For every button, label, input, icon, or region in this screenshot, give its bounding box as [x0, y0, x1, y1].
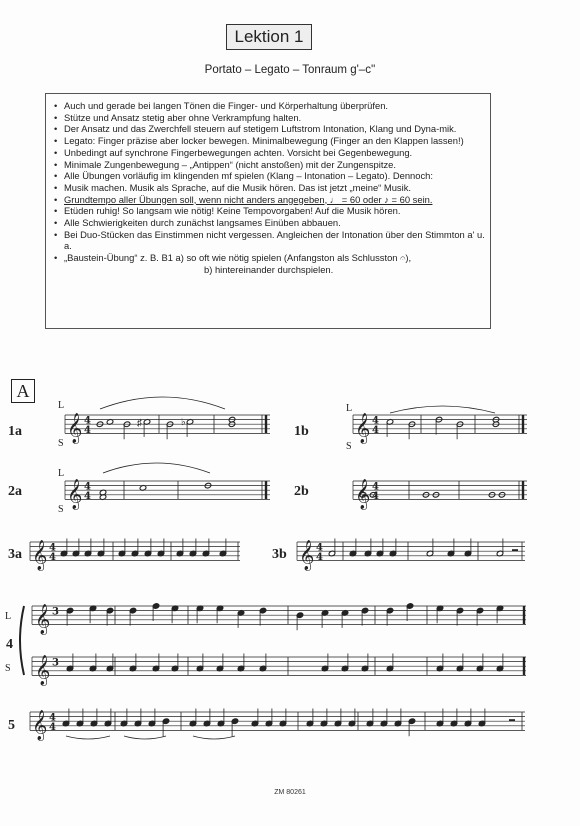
slur — [124, 736, 166, 739]
treble-clef-icon: 𝄞 — [67, 479, 83, 510]
exercise-label: 2a — [8, 484, 22, 499]
time-signature-numerator: 4 — [84, 481, 91, 493]
time-signature-denominator: 4 — [372, 490, 379, 502]
time-signature-numerator: 4 — [372, 481, 379, 493]
slur — [66, 736, 110, 739]
voice-label-upper: L — [58, 468, 65, 479]
treble-clef-icon: 𝄞 — [35, 655, 51, 686]
time-signature-denominator: 4 — [372, 424, 379, 436]
system-brace — [20, 606, 24, 675]
flat-icon: ♭ — [181, 416, 186, 428]
time-signature-numerator: 3 — [52, 606, 59, 618]
note-item: • Unbedingt auf synchrone Fingerbewegungen achten. Vorsicht bei Gegenbewegung. — [54, 146, 413, 158]
voice-label-upper: L — [5, 611, 12, 622]
note-item: • Stütze und Ansatz stetig aber ohne Verkrampfung halten. — [54, 111, 302, 123]
voice-label-lower: S — [5, 663, 11, 674]
exercise-label: 5 — [8, 718, 15, 733]
treble-clef-icon: 𝄞 — [32, 540, 48, 571]
time-signature-denominator: 4 — [49, 721, 56, 733]
note-item: • Legato: Finger präzise aber locker bewegen. Minimalbewegung (Finger an den Klappen lassen!) — [54, 135, 464, 147]
note-item: • Alle Übungen vorläufig im klingenden mf spielen (Klang – Intonation – Legato). Dennoch: — [54, 170, 433, 182]
exercise-label: 4 — [6, 637, 13, 652]
footer-code: ZM 80261 — [274, 789, 306, 796]
time-signature-denominator: 4 — [316, 551, 323, 563]
rest-icon — [512, 549, 518, 551]
treble-clef-icon: 𝄞 — [299, 540, 315, 571]
slur — [100, 397, 225, 409]
note-item: • Etüden ruhig! So langsam wie nötig! Keine Tempovorgaben! Auf die Musik hören. — [54, 205, 401, 217]
treble-clef-icon: 𝄞 — [67, 413, 83, 444]
sharp-icon: ♯ — [137, 417, 142, 429]
time-signature-numerator: 4 — [84, 415, 91, 427]
time-signature-denominator: 4 — [84, 490, 91, 502]
slur — [390, 406, 495, 413]
exercise-label: 3b — [272, 547, 287, 562]
note-item: • „Baustein-Übung“ z. B. B1 a) so oft wie nötig spielen (Anfangston als Schlusston 𝄐), — [54, 252, 412, 264]
note-item: • Der Ansatz und das Zwerchfell steuern auf stetigem Luftstrom Intonation, Klang und Dyna-mik. — [54, 123, 457, 135]
time-signature-numerator: 4 — [316, 542, 323, 554]
time-signature-numerator: 4 — [372, 415, 379, 427]
voice-label-lower: S — [346, 441, 352, 452]
note-item: • Auch und gerade bei langen Tönen die Finger- und Körperhaltung überprüfen. — [54, 100, 389, 111]
voice-label-lower: S — [58, 504, 64, 515]
treble-clef-icon: 𝄞 — [32, 710, 48, 741]
slur — [103, 463, 210, 473]
note-item: • Alle Schwierigkeiten durch zunächst langsames Einüben abbauen. — [54, 217, 341, 229]
voice-label-lower: S — [58, 438, 64, 449]
note-item: b) hintereinander durchspielen. — [204, 263, 334, 275]
lesson-title: Lektion 1 — [226, 24, 312, 50]
voice-label-upper: L — [346, 403, 353, 414]
time-signature-numerator: 4 — [49, 542, 56, 554]
time-signature-denominator: 4 — [84, 424, 91, 436]
note-item: • Musik machen. Musik als Sprache, auf die Musik hören. Das ist jetzt „meine“ Musik. — [54, 181, 411, 193]
exercise-label: 1b — [294, 424, 309, 439]
exercise-label: 1a — [8, 424, 22, 439]
exercise-label: 2b — [294, 484, 309, 499]
slur — [193, 736, 235, 739]
time-signature-numerator: 3 — [52, 657, 59, 669]
note-item: • Bei Duo-Stücken das Einstimmen nicht vergessen. Angleichen der Intonation über den Stimmton a' u. a. — [54, 228, 485, 252]
time-signature-denominator: 4 — [49, 551, 56, 563]
rest-icon — [509, 719, 515, 721]
treble-clef-icon: 𝄞 — [355, 479, 371, 510]
note-item: • Grundtempo aller Übungen soll, wenn nicht anders angegeben, ♩ = 60 oder ♪ = 60 sein. — [54, 193, 433, 205]
section-marker: A — [11, 379, 35, 403]
voice-label-upper: L — [58, 400, 65, 411]
note-item: • Minimale Zungenbewegung – „Antippen“ (nicht anstoßen) mit der Zungenspitze. — [54, 158, 396, 170]
lesson-subtitle: Portato – Legato – Tonraum g'–c'' — [204, 64, 376, 76]
exercise-label: 3a — [8, 547, 22, 562]
time-signature-numerator: 4 — [49, 712, 56, 724]
treble-clef-icon: 𝄞 — [355, 413, 371, 444]
treble-clef-icon: 𝄞 — [35, 604, 51, 635]
